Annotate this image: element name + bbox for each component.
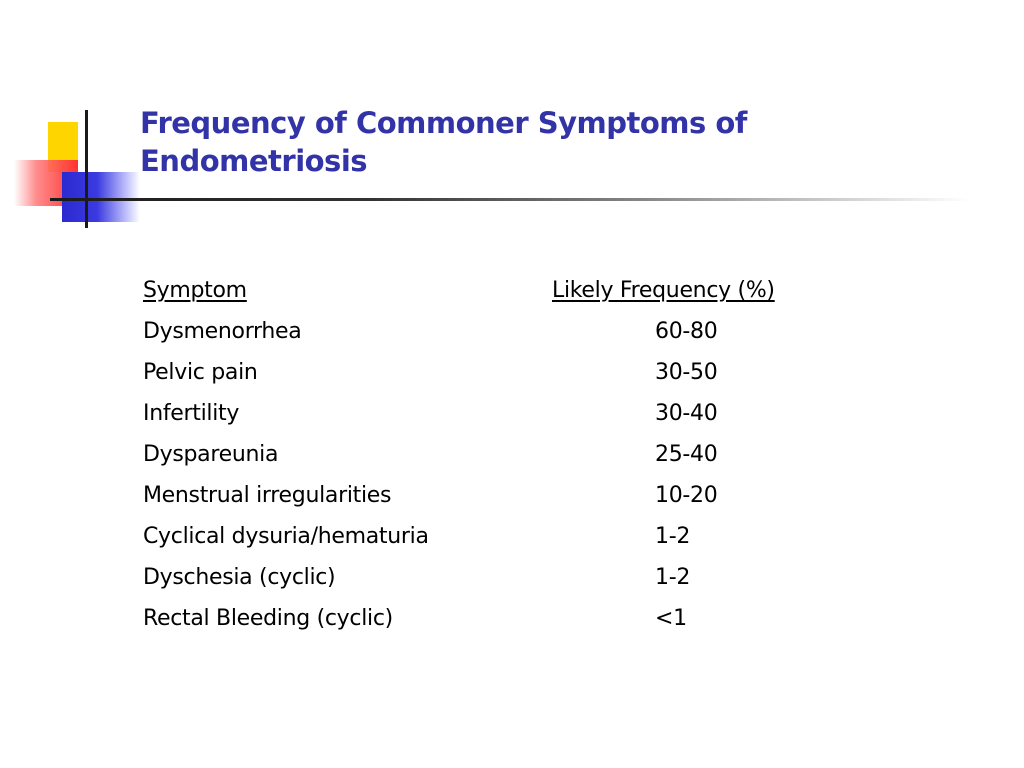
frequency-cell: 60-80 — [655, 319, 718, 344]
frequency-cell: 30-50 — [655, 360, 718, 385]
symptom-cell: Cyclical dysuria/hematuria — [143, 524, 429, 549]
symptom-cell: Menstrual irregularities — [143, 483, 392, 508]
frequency-cell: 1-2 — [655, 565, 691, 590]
symptom-cell: Dysmenorrhea — [143, 319, 302, 344]
symptom-cell: Infertility — [143, 401, 240, 426]
frequency-cell: 25-40 — [655, 442, 718, 467]
symptom-cell: Rectal Bleeding (cyclic) — [143, 606, 393, 631]
frequency-cell: 1-2 — [655, 524, 691, 549]
header-symptom: Symptom — [143, 278, 247, 303]
frequency-cell: 10-20 — [655, 483, 718, 508]
slide-title-line-1: Frequency of Commoner Symptoms of — [140, 106, 747, 140]
symptom-cell: Dyspareunia — [143, 442, 279, 467]
blue-square-decoration — [62, 172, 140, 222]
symptom-cell: Dyschesia (cyclic) — [143, 565, 336, 590]
slide-title — [140, 104, 900, 180]
title-underline-rule — [50, 198, 970, 201]
frequency-cell: 30-40 — [655, 401, 718, 426]
frequency-cell: <1 — [655, 606, 687, 631]
symptom-cell: Pelvic pain — [143, 360, 258, 385]
vertical-rule-decoration — [85, 110, 88, 228]
slide-title-line-2: Endometriosis — [140, 144, 368, 178]
header-frequency: Likely Frequency (%) — [552, 278, 775, 303]
